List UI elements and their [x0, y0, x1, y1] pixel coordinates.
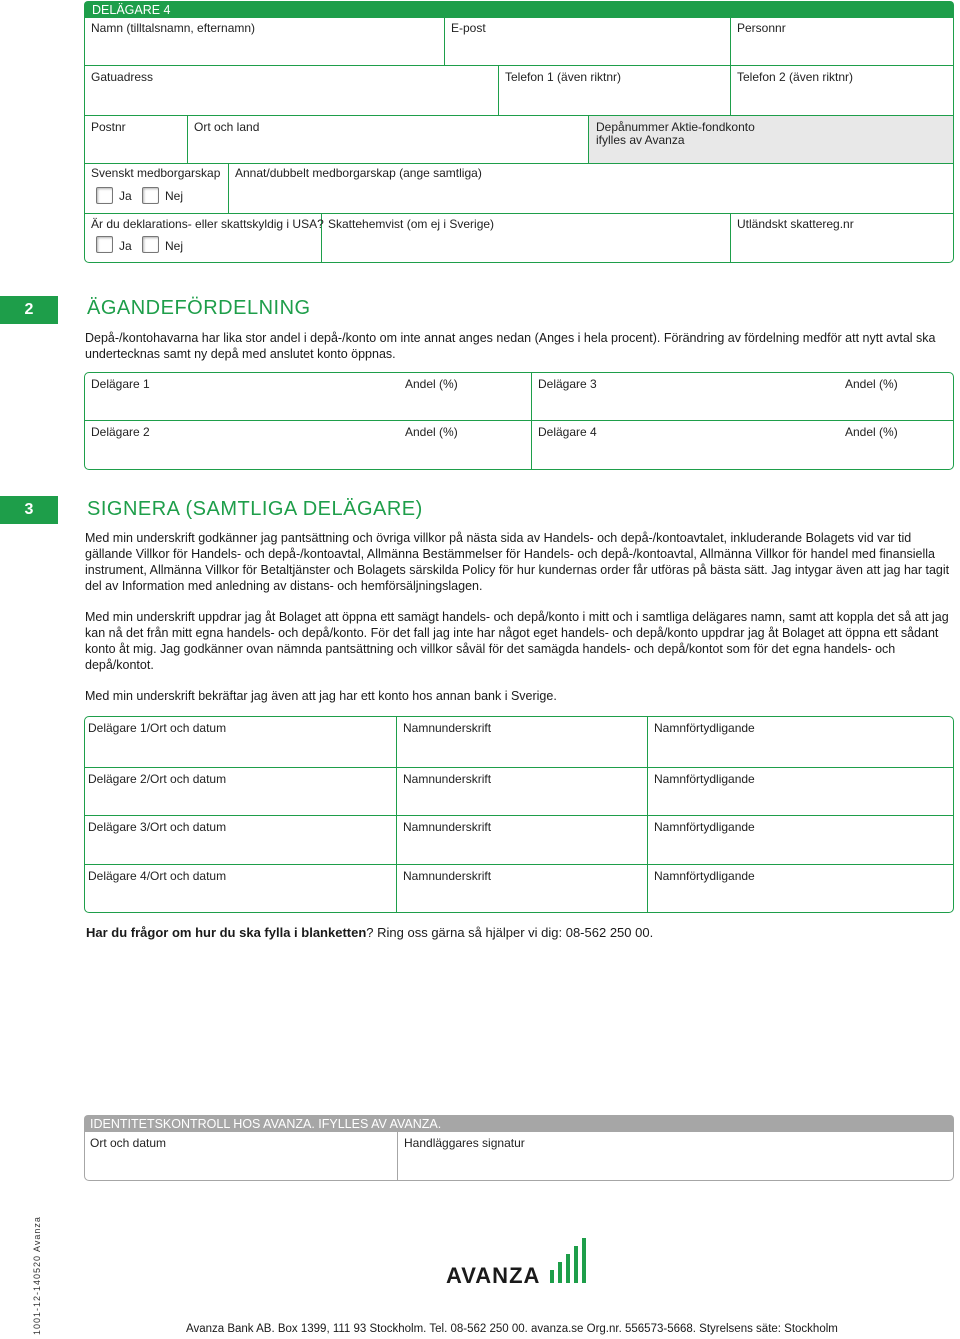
tax-home-field[interactable]: Skattehemvist (om ej i Sverige)	[328, 217, 495, 231]
sign-row4-signature[interactable]: Namnunderskrift	[403, 869, 492, 883]
section3-para2: Med min underskrift uppdrar jag åt Bolaget att öppna ett samägt handels- och depå/konto i mitt och i samtliga delägares namn, samt att koppla det så att jag kan nå det från mitt egna handels- och depå/konto. För det fall jag inte har något eget handels- och depå/konto uppdrar jag åt Bolaget att öppna ett sådant konto åt mig. Jag godkänner ovan nämnda pantsättning och villkor såväl för det samägda handels- och depå/kontot som för det egna handels- och depå/kontot.	[85, 610, 949, 672]
identity-header: IDENTITETSKONTROLL HOS AVANZA. IFYLLES AV AVANZA.	[84, 1115, 954, 1132]
section2-number: 2	[0, 296, 58, 324]
footer-address: Avanza Bank AB. Box 1399, 111 93 Stockholm. Tel. 08-562 250 00. avanza.se Org.nr. 556573-5668. Styrelsens säte: Stockholm	[186, 1323, 838, 1335]
section3-para1: Med min underskrift godkänner jag pantsättning och övriga villkor på nästa sida av Handels- och depå-/kontoavtalet, inkluderande Bolagets vid var tid gällande Villkor för Handels- och depå-/kontoavtal, Allmänna Bestämmelser för Handels- och depå-/kontoavtal, Allmänna Villkor för handel med finansiella instrument, Allmänna Villkor för Betaltjänster och Bolagets särskilda Policy för hur kundernas order får utföras på bästa sätt. Jag intygar även att jag har tagit del av Information med anledning av distans- och hemförsäljningslagen.	[85, 531, 950, 593]
sign-row2-place[interactable]: Delägare 2/Ort och datum	[88, 772, 227, 786]
owner3-share-field[interactable]: Delägare 3	[538, 377, 597, 391]
postnr-field[interactable]: Postnr	[91, 120, 126, 134]
dual-citizen-field[interactable]: Annat/dubbelt medborgarskap (ange samtliga)	[235, 166, 482, 180]
depot-label-1: Depånummer Aktie-fondkonto	[596, 120, 755, 134]
sign-row1-signature[interactable]: Namnunderskrift	[403, 721, 492, 735]
sign-row4-clarification[interactable]: Namnförtydligande	[654, 869, 755, 883]
owner4-share-label: Andel (%)	[845, 425, 898, 439]
avanza-bars-icon	[550, 1236, 590, 1284]
citizen-no-label: Nej	[165, 189, 184, 203]
depot-label-2: ifylles av Avanza	[596, 133, 685, 147]
section2-title: ÄGANDEFÖRDELNING	[87, 297, 311, 319]
section3-para3: Med min underskrift bekräftar jag även att jag har ett konto hos annan bank i Sverige.	[85, 689, 557, 703]
sign-row4-place[interactable]: Delägare 4/Ort och datum	[88, 869, 227, 883]
owner1-share-label: Andel (%)	[405, 377, 458, 391]
sign-row2-signature[interactable]: Namnunderskrift	[403, 772, 492, 786]
identity-place-field[interactable]: Ort och datum	[90, 1136, 167, 1150]
avanza-logo	[446, 1236, 596, 1286]
owner4-header: DELÄGARE 4	[84, 1, 954, 18]
personnr-field[interactable]: Personnr	[737, 21, 786, 35]
phone1-field[interactable]: Telefon 1 (även riktnr)	[505, 70, 622, 84]
avanza-logo-text: AVANZA	[446, 1263, 541, 1288]
phone2-field[interactable]: Telefon 2 (även riktnr)	[737, 70, 854, 84]
sign-row1-place[interactable]: Delägare 1/Ort och datum	[88, 721, 227, 735]
ownership-table	[84, 372, 954, 470]
section3-number: 3	[0, 496, 58, 524]
help-text-rest: ? Ring oss gärna så hjälper vi dig: 08-562 250 00.	[366, 925, 654, 940]
sign-row3-clarification[interactable]: Namnförtydligande	[654, 820, 755, 834]
owner3-share-label: Andel (%)	[845, 377, 898, 391]
citizen-yes-checkbox[interactable]	[96, 187, 113, 204]
citizen-yes-label: Ja	[119, 189, 132, 203]
section3-title: SIGNERA (SAMTLIGA DELÄGARE)	[87, 498, 423, 520]
citizen-no-checkbox[interactable]	[142, 187, 159, 204]
sign-row3-signature[interactable]: Namnunderskrift	[403, 820, 492, 834]
address-field[interactable]: Gatuadress	[91, 70, 154, 84]
form-code: 1001-12-140520 Avanza	[32, 1216, 42, 1335]
usa-no-label: Nej	[165, 239, 184, 253]
sign-row3-place[interactable]: Delägare 3/Ort och datum	[88, 820, 227, 834]
owner1-share-field[interactable]: Delägare 1	[91, 377, 150, 391]
section2-text: Depå-/kontohavarna har lika stor andel i depå-/konto om inte annat anges nedan (Anges i hela procent). Förändring av fördelning medför att nytt avtal ska undertecknas samt ny depå med anslutet konto öppnas.	[85, 331, 936, 361]
sign-row2-clarification[interactable]: Namnförtydligande	[654, 772, 755, 786]
owner2-share-label: Andel (%)	[405, 425, 458, 439]
help-text-bold: Har du frågor om hur du ska fylla i blanketten	[86, 925, 367, 940]
usa-label: Är du deklarations- eller skattskyldig i USA?	[91, 217, 324, 231]
help-text	[86, 925, 653, 940]
email-field[interactable]: E-post	[451, 21, 486, 35]
identity-handler-field[interactable]: Handläggares signatur	[404, 1136, 525, 1150]
usa-no-checkbox[interactable]	[142, 236, 159, 253]
foreign-tax-field[interactable]: Utländskt skattereg.nr	[737, 217, 854, 231]
usa-yes-checkbox[interactable]	[96, 236, 113, 253]
sign-row1-clarification[interactable]: Namnförtydligande	[654, 721, 755, 735]
owner4-share-field[interactable]: Delägare 4	[538, 425, 597, 439]
owner2-share-field[interactable]: Delägare 2	[91, 425, 150, 439]
usa-yes-label: Ja	[119, 239, 132, 253]
name-field[interactable]: Namn (tilltalsnamn, efternamn)	[91, 21, 256, 35]
citizen-label: Svenskt medborgarskap	[91, 166, 221, 180]
city-field[interactable]: Ort och land	[194, 120, 260, 134]
